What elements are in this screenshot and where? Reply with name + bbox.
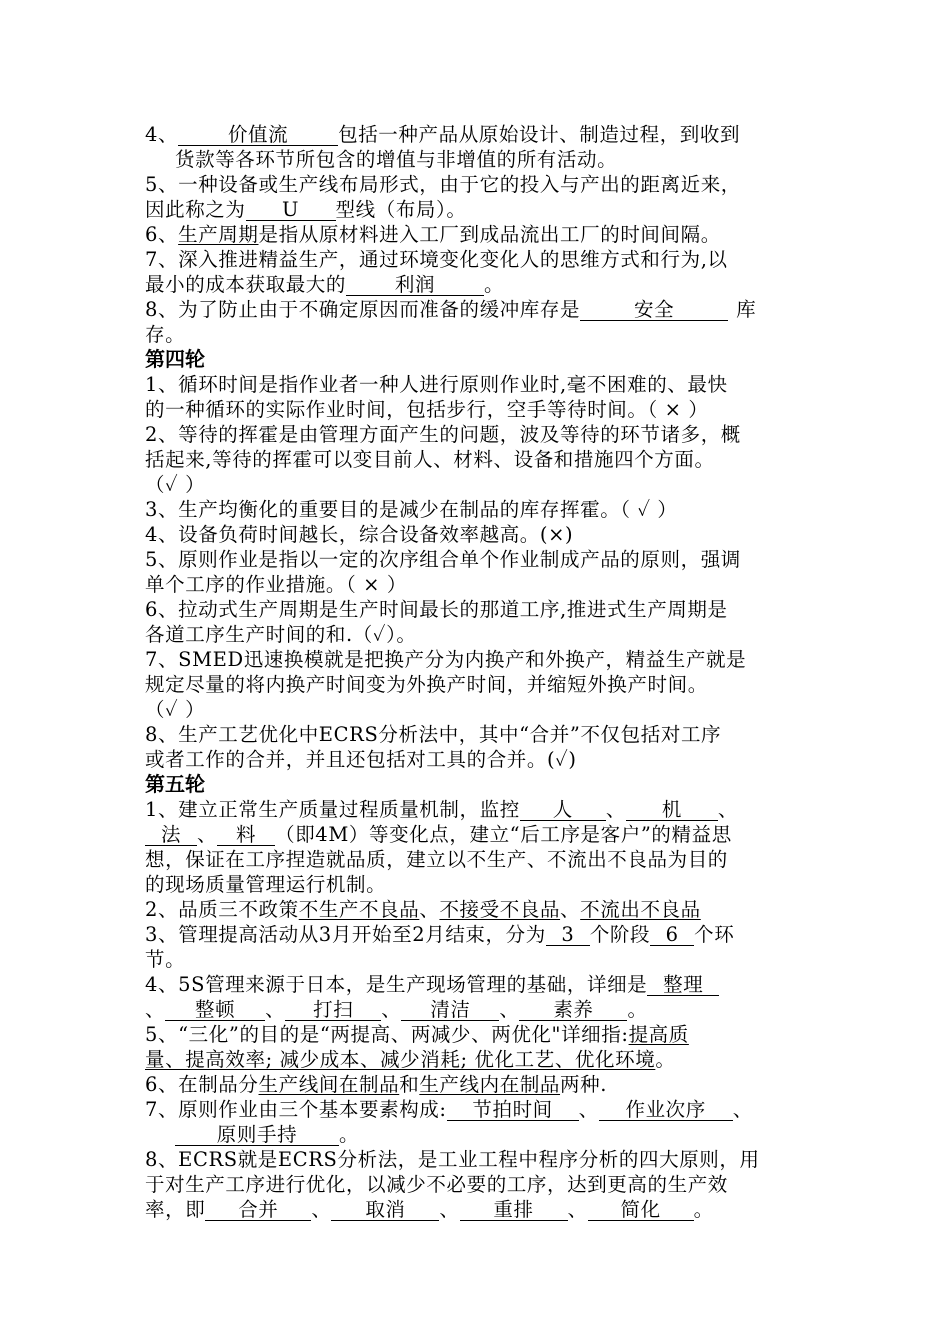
answer-underlined: 生产周期 [178,223,259,246]
answer-blank: 重排 [460,1199,568,1221]
answer-blank: 整理 [647,974,719,996]
answer-blank: 简化 [588,1199,694,1221]
r3-q4-line1 [145,122,810,147]
r4-q3-line1: 3、生产均衡化的重要目的是减少在制品的库存挥霍。（ ✓ ） [145,498,678,521]
r4-q8-line2: 或者工作的合并，并且还包括对工具的合并。(✓) [145,748,577,771]
r5-q5-line2 [145,1047,810,1072]
document-page [145,122,810,1222]
answer-underlined: 生产线内在制品 [419,1073,561,1096]
r3-q4-line2: 货款等各环节所包含的增值与非增值的所有活动。 [175,148,618,171]
r3-q7-line1: 7、深入推进精益生产，通过环境变化变化人的思维方式和行为,以 [145,248,728,271]
answer-blank: 原则手持 [175,1124,339,1146]
r4-q7-line1: 7、SMED迅速换模就是把换产分为内换产和外换产，精益生产就是 [145,648,747,671]
r5-q3-line1 [145,922,810,947]
r4-q2-line1: 2、等待的挥霍是由管理方面产生的问题，波及等待的环节诸多，概 [145,423,741,446]
separator: 、 [567,1198,588,1221]
answer-blank: 合并 [205,1199,311,1221]
question-text: 4、5S管理来源于日本，是生产现场管理的基础，详细是 [145,973,648,996]
r3-q8-line1 [145,297,810,322]
r5-q3-line2: 节。 [145,948,186,971]
answer-blank: 人 [520,799,606,821]
question-text: 是指从原材料进入工厂到成品流出工厂的时间间隔。 [258,223,721,246]
separator: 。 [627,998,648,1021]
r4-q2-line2: 括起来,等待的挥霍可以变目前人、材料、设备和措施四个方面。 [145,448,715,471]
question-text: 个阶段 [589,923,651,946]
separator: 、 [578,1098,599,1121]
answer-underlined: 量、提高效率; 减少成本、减少消耗; 优化工艺、优化环境 [145,1048,656,1071]
answer-underlined: 不流出不良品 [580,898,701,921]
question-text: （即4M）等变化点，建立“后工序是客户”的精益思 [275,823,732,846]
r5-q8-line3 [145,1197,810,1222]
r4-q1-line2: 的一种循环的实际作业时间，包括步行，空手等待时间。（ × ） [145,398,709,421]
answer-blank: 3 [546,924,590,946]
r5-q1-line4: 的现场质量管理运行机制。 [145,873,387,896]
r5-q1-line1 [145,797,810,822]
answer-underlined: 不生产不良品 [298,898,420,921]
r5-q7-line2 [145,1122,810,1147]
answer-blank: 法 [145,824,197,846]
question-text: 和 [399,1073,420,1096]
answer-blank: U [246,199,336,221]
separator: 、 [381,998,402,1021]
separator: 、 [311,1198,332,1221]
r5-q5-line1 [145,1022,810,1047]
r5-q4-line1 [145,972,810,997]
question-text: 8、为了防止由于不确定原因而准备的缓冲库存是 [145,298,581,321]
r4-q6-line2: 各道工序生产时间的和.（✓）。 [145,623,417,646]
r5-q1-line3: 想，保证在工序捏造就品质，建立以不生产、不流出不良品为目的 [145,848,728,871]
r4-q5-line2: 单个工序的作业措施。（ × ） [145,573,407,596]
answer-blank: 料 [217,824,275,846]
r5-q7-line1 [145,1097,810,1122]
answer-blank: 利润 [346,274,484,296]
answer-underlined: 生产线间在制品 [258,1073,400,1096]
r4-q2-line3: （✓ ） [145,473,206,496]
r5-q8-line2: 于对生产工序进行优化，以减少不必要的工序，达到更高的生产效 [145,1173,728,1196]
question-text: 5、“三化”的目的是“两提高、两减少、两优化"详细指: [145,1023,629,1046]
r4-q6-line1: 6、拉动式生产周期是生产时间最长的那道工序,推进式生产周期是 [145,598,728,621]
r4-q7-line3: （✓ ） [145,698,206,721]
question-text: 包括一种产品从原始设计、制造过程，到收到 [338,123,741,146]
question-text: 最小的成本获取最大的 [145,273,347,296]
separator: 、 [717,798,739,821]
question-text: 因此称之为 [145,198,246,221]
answer-blank: 机 [626,799,718,821]
question-text: 型线（布局）。 [335,198,467,221]
section-title-round5: 第五轮 [145,772,205,796]
r5-q8-line1: 8、ECRS就是ECRS分析法，是工业工程中程序分析的四大原则，用 [145,1148,760,1171]
separator: 。 [655,1048,676,1071]
answer-blank: 6 [650,924,694,946]
separator: 、 [145,998,166,1021]
r4-q4-line1: 4、设备负荷时间越长，综合设备效率越高。(×) [145,523,574,546]
separator: 、 [439,1198,460,1221]
separator: 。 [339,1123,360,1146]
r5-q4-line2 [145,997,810,1022]
separator: 、 [605,798,626,821]
answer-blank: 价值流 [178,124,338,146]
r4-q5-line1: 5、原则作业是指以一定的次序组合单个作业制成产品的原则，强调 [145,548,741,571]
answer-blank: 素养 [519,999,627,1021]
r5-q1-line2 [145,822,810,847]
question-text: 3、管理提高活动从3月开始至2月结束，分为 [145,923,546,946]
question-text: 率，即 [145,1198,206,1221]
r3-q6-line [145,222,810,247]
separator: 、 [419,898,440,921]
answer-underlined: 不接受不良品 [439,898,561,921]
r3-q8-line2: 存。 [145,323,186,346]
answer-blank: 作业次序 [599,1099,733,1121]
separator: 、 [499,998,520,1021]
separator: 、 [265,998,286,1021]
question-number: 4、 [145,123,179,146]
section-title-round4: 第四轮 [145,347,205,371]
r3-q7-line2 [145,272,810,297]
question-text: 6、在制品分 [145,1073,259,1096]
answer-underlined: 提高质 [628,1023,689,1046]
answer-blank: 整顿 [165,999,265,1021]
question-text: 2、品质三不政策 [145,898,299,921]
separator: 、 [197,823,218,846]
r3-q5-line1: 5、一种设备或生产线布局形式，由于它的投入与产出的距离近来， [145,173,741,196]
question-text: 1、建立正常生产质量过程质量机制，监控 [145,798,520,821]
question-text: 个环 [694,923,735,946]
answer-blank: 节拍时间 [447,1099,579,1121]
answer-blank: 取消 [331,1199,439,1221]
answer-blank: 打扫 [285,999,381,1021]
r4-q1-line1: 1、循环时间是指作业者一种人进行原则作业时,毫不困难的、最快 [145,373,728,396]
separator: 、 [560,898,581,921]
question-text: 。 [484,273,505,296]
question-number: 6、 [145,223,179,246]
answer-blank: 安全 [580,299,728,321]
r4-q8-line1: 8、生产工艺优化中ECRS分析法中，其中“合并”不仅包括对工序 [145,723,722,746]
answer-blank: 清洁 [401,999,499,1021]
r5-q2-line [145,897,810,922]
r5-q6-line [145,1072,810,1097]
question-text: 两种. [560,1073,608,1096]
separator: 。 [693,1198,714,1221]
r3-q5-line2 [145,197,810,222]
question-text: 7、原则作业由三个基本要素构成: [145,1098,447,1121]
question-text: 库 [736,298,757,321]
separator: 、 [732,1098,753,1121]
r4-q7-line2: 规定尽量的将内换产时间变为外换产时间，并缩短外换产时间。 [145,673,708,696]
